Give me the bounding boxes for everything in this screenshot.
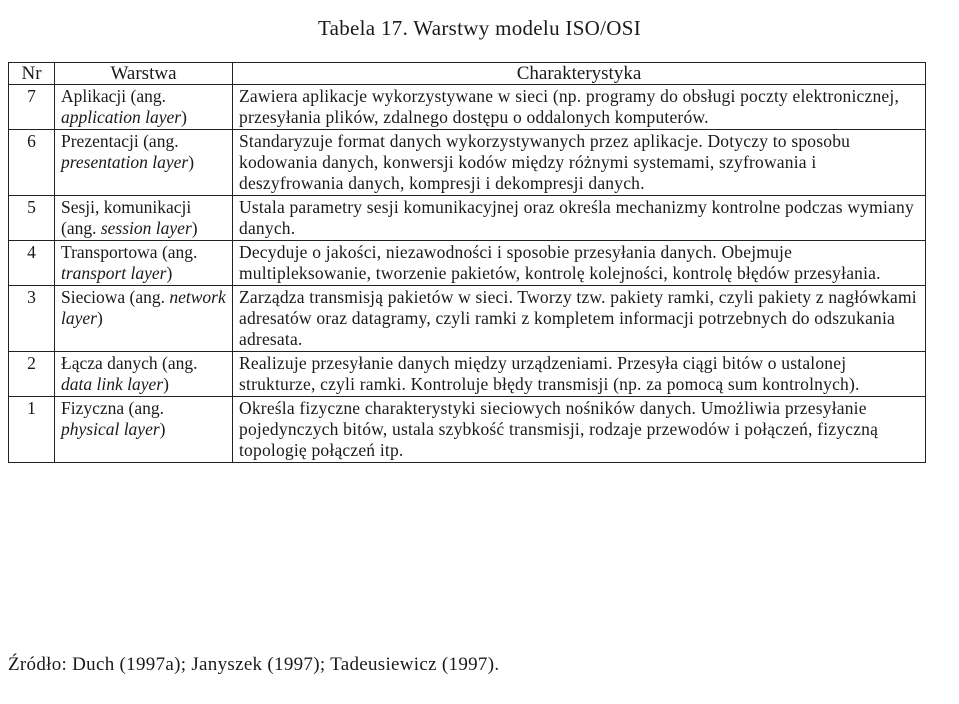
table-row xyxy=(9,241,926,286)
table-row xyxy=(9,286,926,352)
row-description: Zawiera aplikacje wykorzystywane w sieci (np. programy do obsługi poczty elektronicznej, przesyłania plików, zdalnego dostępu o oddalonych komputerów. xyxy=(233,85,926,130)
layer-english-name: network layer xyxy=(61,287,226,328)
layer-name: Sesji, komunikacji (ang. xyxy=(61,197,192,238)
layer-english-name: data link layer xyxy=(61,374,164,394)
layer-name: Prezentacji (ang. xyxy=(61,131,179,151)
header-nr: Nr xyxy=(9,63,55,85)
layer-close: ) xyxy=(191,218,198,238)
table-row xyxy=(9,397,926,463)
row-layer xyxy=(55,241,233,286)
source-note: Źródło: Duch (1997a); Janyszek (1997); Tadeusiewicz (1997). xyxy=(8,654,500,675)
layer-close: ) xyxy=(96,308,103,328)
table-header-row xyxy=(9,63,926,85)
layer-english-name: session layer xyxy=(100,218,192,238)
layer-name: Transportowa (ang. xyxy=(61,242,198,262)
table-row xyxy=(9,130,926,196)
row-nr: 2 xyxy=(9,352,55,397)
row-layer xyxy=(55,196,233,241)
header-characteristics: Charakterystyka xyxy=(233,63,926,85)
layer-english-name: presentation layer xyxy=(61,152,189,172)
row-description: Określa fizyczne charakterystyki sieciowych nośników danych. Umożliwia przesyłanie pojedynczych bitów, ustala szybkość transmisji, rodzaje przewodów i połączeń, fizyczną topologię połączeń itp. xyxy=(233,397,926,463)
row-description: Decyduje o jakości, niezawodności i sposobie przesyłania danych. Obejmuje multipleksowanie, tworzenie pakietów, kontrolę kolejności, kontrolę błędów przesyłania. xyxy=(233,241,926,286)
layer-name: Fizyczna (ang. xyxy=(61,398,165,418)
row-nr: 5 xyxy=(9,196,55,241)
row-description: Ustala parametry sesji komunikacyjnej oraz określa mechanizmy kontrolne podczas wymiany danych. xyxy=(233,196,926,241)
row-nr: 7 xyxy=(9,85,55,130)
row-description: Zarządza transmisją pakietów w sieci. Tworzy tzw. pakiety ramki, czyli pakiety z nagłówkami adresatów oraz datagramy, czyli ramki z kompletem informacji potrzebnych do odszukania adresata. xyxy=(233,286,926,352)
layer-name: Aplikacji (ang. xyxy=(61,86,166,106)
row-layer xyxy=(55,85,233,130)
layer-close: ) xyxy=(159,419,166,439)
layer-close: ) xyxy=(163,374,169,394)
layer-english-name: application layer xyxy=(61,107,182,127)
table-row xyxy=(9,196,926,241)
row-nr: 6 xyxy=(9,130,55,196)
layer-english-name: transport layer xyxy=(61,263,167,283)
layer-name: Łącza danych (ang. xyxy=(61,353,198,373)
layer-close: ) xyxy=(188,152,195,172)
table-caption: Tabela 17. Warstwy modelu ISO/OSI xyxy=(317,16,642,40)
row-layer xyxy=(55,352,233,397)
row-nr: 4 xyxy=(9,241,55,286)
row-layer xyxy=(55,286,233,352)
row-nr: 3 xyxy=(9,286,55,352)
layer-close: ) xyxy=(166,263,173,283)
table-row xyxy=(9,85,926,130)
row-layer xyxy=(55,130,233,196)
header-layer: Warstwa xyxy=(55,63,233,85)
table-row xyxy=(9,352,926,397)
layer-close: ) xyxy=(181,107,187,127)
row-nr: 1 xyxy=(9,397,55,463)
layer-english-name: physical layer xyxy=(61,419,160,439)
row-layer xyxy=(55,397,233,463)
layer-name: Sieciowa (ang. xyxy=(61,287,165,307)
row-description: Realizuje przesyłanie danych między urządzeniami. Przesyła ciągi bitów o ustalonej strukturze, czyli ramki. Kontroluje błędy transmisji (np. za pomocą sum kontrolnych). xyxy=(233,352,926,397)
row-description: Standaryzuje format danych wykorzystywanych przez aplikacje. Dotyczy to sposobu kodowania danych, konwersji kodów między różnymi systemami, szyfrowania i deszyfrowania danych, kompresji i dekompresji danych. xyxy=(233,130,926,196)
osi-layers-table xyxy=(8,62,926,463)
